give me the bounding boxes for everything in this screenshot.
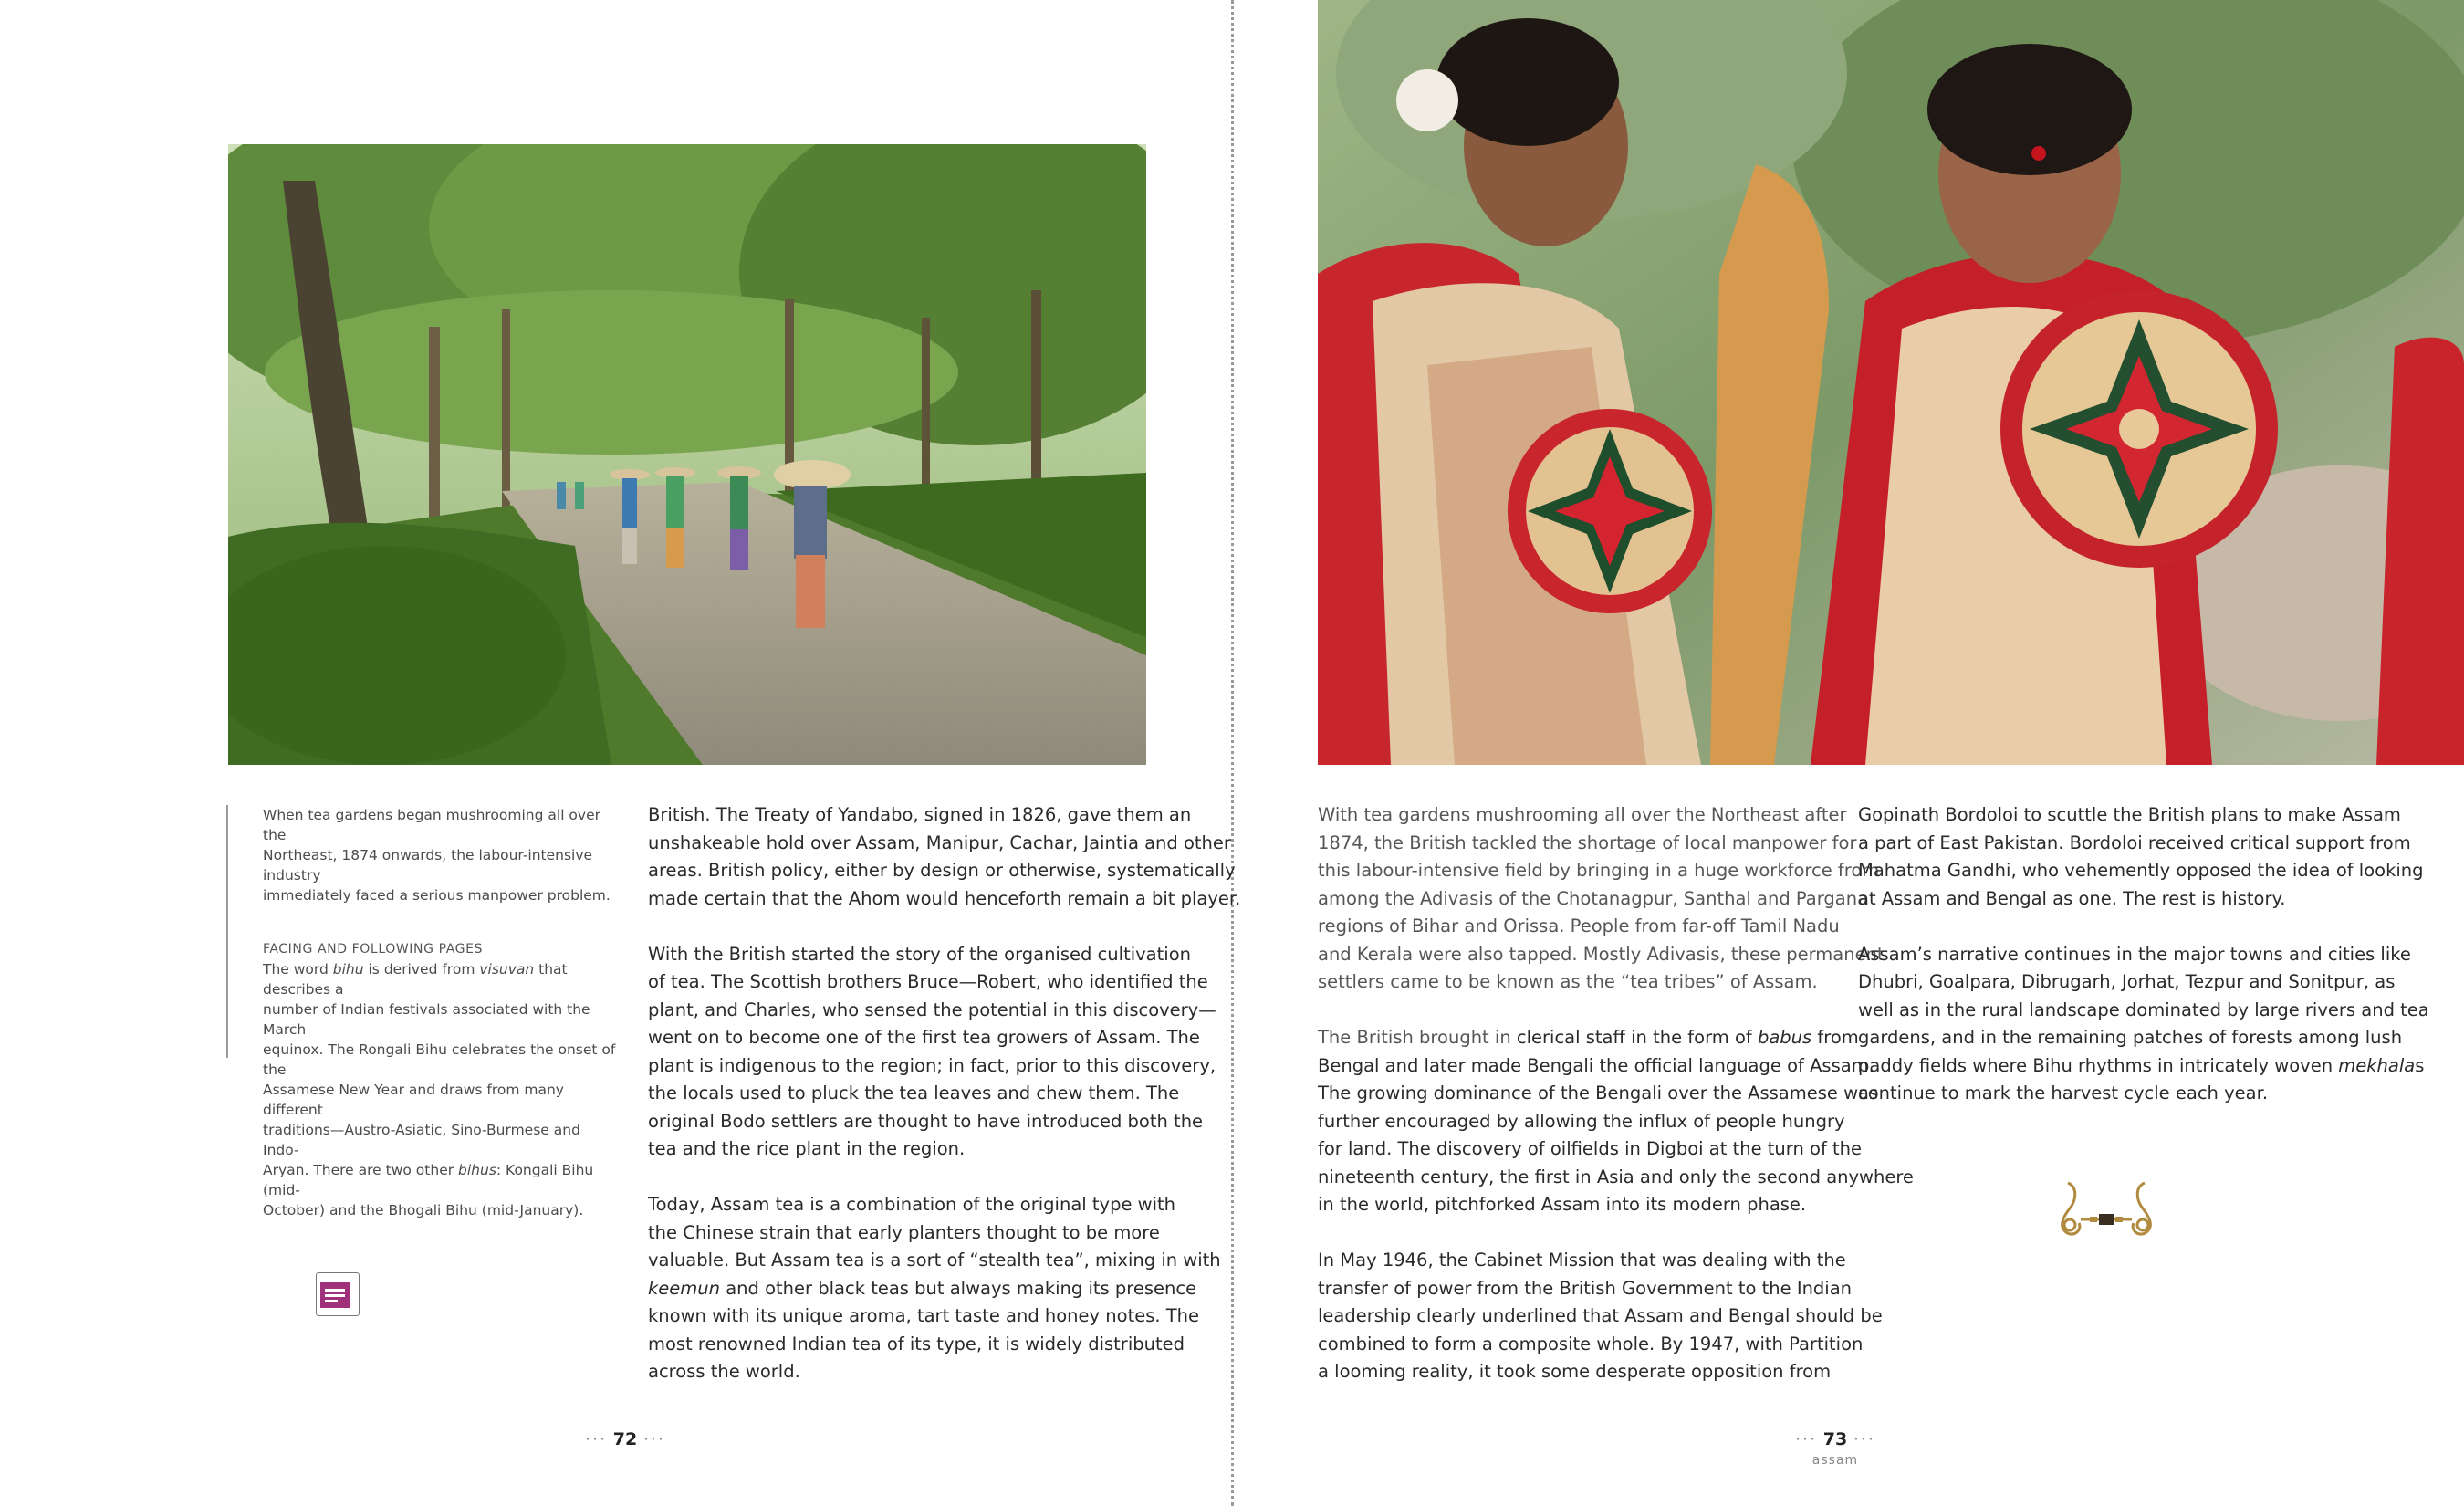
text-line: Dhubri, Goalpara, Dibrugarh, Jorhat, Tezpur and Sonitpur, as xyxy=(1858,971,2396,992)
section-label: assam xyxy=(1811,1453,1859,1468)
text-line: original Bodo settlers are thought to have introduced both the xyxy=(648,1110,1204,1132)
text-line: in the world, pitchforked Assam into its modern phase. xyxy=(1318,1194,1807,1215)
text-line: Today, Assam tea is a combination of the original type with xyxy=(648,1194,1176,1215)
body-paragraph xyxy=(1858,801,2424,913)
text-line: With tea gardens mushrooming all over the Northeast after xyxy=(1318,804,1847,825)
body-paragraph xyxy=(1858,941,2429,1108)
facing-caption-line: equinox. The Rongali Bihu celebrates the onset of the xyxy=(263,1041,616,1078)
facing-caption-line: October) and the Bhogali Bihu (mid-January). xyxy=(263,1202,584,1218)
text-line: plant is indigenous to the region; in fact, prior to this discovery, xyxy=(648,1054,1216,1076)
text-line: and Kerala were also tapped. Mostly Adivasis, these permanent xyxy=(1318,943,1885,965)
text-line: a looming reality, it took some desperate opposition from xyxy=(1318,1361,1832,1382)
text-line: regions of Bihar and Orissa. People from far-off Tamil Nadu xyxy=(1318,915,1840,936)
page-number-72: 72 xyxy=(612,1429,638,1449)
text-line: made certain that the Ahom would henceforth remain a bit player. xyxy=(648,887,1241,909)
facing-caption-line: The word bihu is derived from visuvan that describes a xyxy=(263,961,568,998)
body-paragraph xyxy=(648,801,1241,913)
text-line: paddy fields where Bihu rhythms in intricately woven mekhalas xyxy=(1858,1054,2425,1076)
text-line: for land. The discovery of oilfields in Digboi at the turn of the xyxy=(1318,1138,1863,1159)
facing-caption-line: Aryan. There are two other bihus: Kongali Bihu (mid- xyxy=(263,1162,594,1198)
page-number-73: 73 xyxy=(1822,1429,1848,1449)
facing-caption-line: number of Indian festivals associated with the March xyxy=(263,1001,590,1038)
text-line: plant, and Charles, who sensed the potential in this discovery— xyxy=(648,999,1216,1020)
comment-icon xyxy=(317,1273,358,1314)
text-line: continue to mark the harvest cycle each year. xyxy=(1858,1082,2269,1103)
text-line: across the world. xyxy=(648,1361,800,1382)
text-line: of tea. The Scottish brothers Bruce—Robert, who identified the xyxy=(648,971,1208,992)
text-line: well as in the rural landscape dominated by large rivers and tea xyxy=(1858,999,2429,1020)
bihu-dancers-photo xyxy=(1318,0,2464,765)
page-number-left: ··· 72 ··· xyxy=(585,1429,665,1449)
text-line: The British brought in clerical staff in the form of babus from xyxy=(1318,1027,1859,1048)
text-line: The growing dominance of the Bengali over the Assamese was xyxy=(1318,1082,1879,1103)
body-column-right-page-2 xyxy=(1858,801,2429,1135)
text-line: the Chinese strain that early planters thought to be more xyxy=(648,1221,1160,1243)
facing-caption-line: traditions—Austro-Asiatic, Sino-Burmese and Indo- xyxy=(263,1122,580,1158)
body-paragraph xyxy=(1318,801,1885,997)
text-line: this labour-intensive field by bringing in a huge workforce from xyxy=(1318,860,1880,881)
text-line: valuable. But Assam tea is a sort of “stealth tea”, mixing in with xyxy=(648,1250,1221,1271)
body-column-right-page-1 xyxy=(1318,801,1914,1414)
text-line: transfer of power from the British Government to the Indian xyxy=(1318,1277,1853,1299)
text-line: Mahatma Gandhi, who vehemently opposed the idea of looking xyxy=(1858,860,2424,881)
text-line: 1874, the British tackled the shortage of local manpower for xyxy=(1318,831,1857,853)
body-paragraph xyxy=(648,941,1216,1164)
text-line: the locals used to pluck the tea leaves and chew them. The xyxy=(648,1082,1180,1103)
body-column-left-page xyxy=(648,801,1241,1414)
text-line: known with its unique aroma, tart taste and honey notes. The xyxy=(648,1305,1200,1326)
text-line: tea and the rice plant in the region. xyxy=(648,1138,966,1159)
text-line: among the Adivasis of the Chotanagpur, Santhal and Pargana xyxy=(1318,887,1869,909)
text-line: leadership clearly underlined that Assam and Bengal should be xyxy=(1318,1305,1883,1326)
caption-main-text: When tea gardens began mushrooming all over the Northeast, 1874 onwards, the labour-intensive industry immediately faced a serious manpower problem. xyxy=(263,807,611,904)
text-line: areas. British policy, either by design or otherwise, systematically xyxy=(648,860,1236,881)
page-gutter-divider xyxy=(1231,0,1234,1506)
text-line: settlers came to be known as the “tea tribes” of Assam. xyxy=(1318,971,1818,992)
text-line: most renowned Indian tea of its type, it is widely distributed xyxy=(648,1333,1185,1354)
body-paragraph xyxy=(648,1191,1221,1386)
text-line: Assam’s narrative continues in the major towns and cities like xyxy=(1858,943,2411,965)
text-line: further encouraged by allowing the influx of people hungry xyxy=(1318,1110,1845,1132)
tea-garden-photo xyxy=(228,144,1146,765)
facing-pages-caption xyxy=(263,959,619,1220)
text-line: British. The Treaty of Yandabo, signed in 1826, gave them an xyxy=(648,804,1192,825)
facing-caption-line: Assamese New Year and draws from many different xyxy=(263,1082,564,1118)
text-line: combined to form a composite whole. By 1947, with Partition xyxy=(1318,1333,1864,1354)
text-line: With the British started the story of the organised cultivation xyxy=(648,943,1191,965)
text-line: unshakeable hold over Assam, Manipur, Cachar, Jaintia and other xyxy=(648,831,1231,853)
photo-caption xyxy=(226,805,619,1218)
text-line: In May 1946, the Cabinet Mission that was dealing with the xyxy=(1318,1250,1846,1271)
text-line: nineteenth century, the first in Asia and only the second anywhere xyxy=(1318,1166,1914,1187)
text-line: keemun and other black teas but always making its presence xyxy=(648,1277,1197,1299)
text-line: a part of East Pakistan. Bordoloi received critical support from xyxy=(1858,831,2411,853)
body-paragraph xyxy=(1318,1247,1883,1386)
text-line: went on to become one of the first tea growers of Assam. The xyxy=(648,1027,1200,1048)
facing-pages-heading: FACING AND FOLLOWING PAGES xyxy=(263,942,484,957)
text-line: Bengal and later made Bengali the official language of Assam. xyxy=(1318,1054,1874,1076)
body-paragraph xyxy=(1318,1024,1914,1219)
text-line: Gopinath Bordoloi to scuttle the British plans to make Assam xyxy=(1858,804,2401,825)
text-line: at Assam and Bengal as one. The rest is history. xyxy=(1858,887,2286,909)
text-line: gardens, and in the remaining patches of forests among lush xyxy=(1858,1027,2403,1048)
comment-button[interactable] xyxy=(316,1272,360,1316)
page-number-right: ··· 73 ··· xyxy=(1795,1429,1875,1449)
ornament-icon xyxy=(2050,1177,2163,1239)
